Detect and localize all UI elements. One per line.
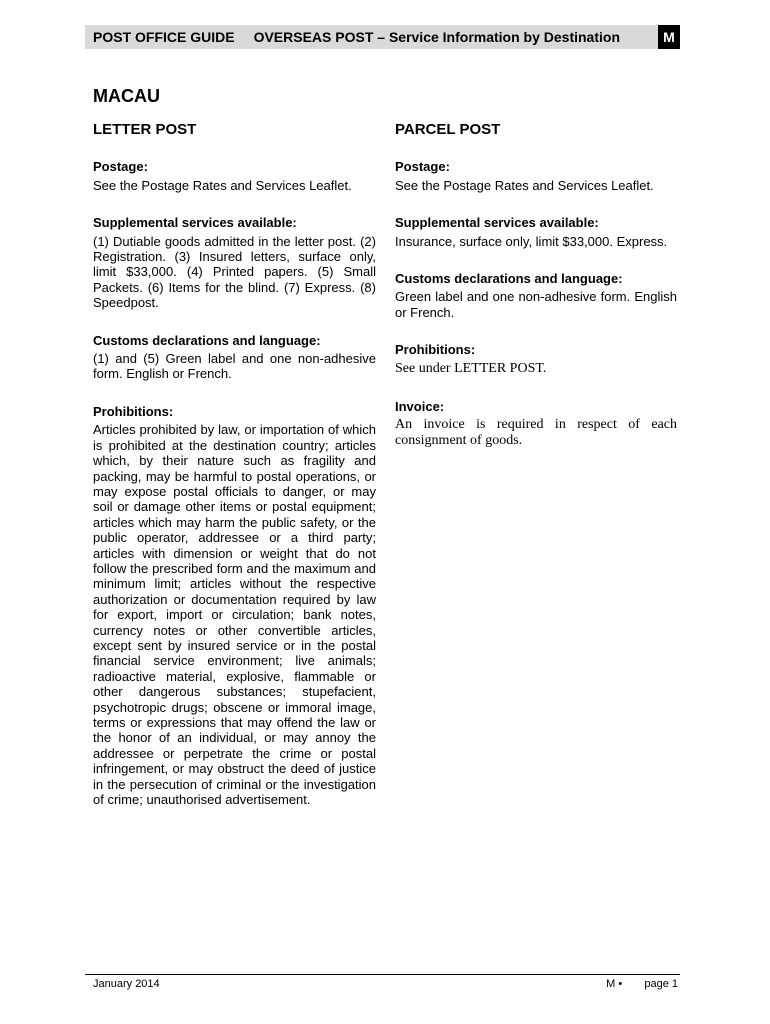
footer-page-info bbox=[606, 978, 678, 990]
parcel-supplemental-text: Insurance, surface only, limit $33,000. Express. bbox=[395, 233, 668, 249]
letter-customs-heading: Customs declarations and language: bbox=[93, 332, 321, 348]
letter-prohibitions-heading: Prohibitions: bbox=[93, 403, 174, 419]
parcel-post-title: PARCEL POST bbox=[395, 121, 501, 138]
letter-post-title: LETTER POST bbox=[93, 121, 197, 138]
parcel-prohibitions-text: See under LETTER POST. bbox=[395, 360, 547, 376]
letter-post-column bbox=[93, 122, 376, 807]
letter-postage-heading: Postage: bbox=[93, 159, 148, 175]
parcel-invoice-heading: Invoice: bbox=[395, 398, 445, 414]
footer-page-number: page 1 bbox=[644, 978, 678, 990]
page-header bbox=[85, 25, 680, 49]
guide-title: POST OFFICE GUIDE bbox=[93, 29, 235, 45]
parcel-invoice-text: An invoice is required in respect of each consignment of goods. bbox=[395, 417, 677, 449]
letter-supplemental-text: (1) Dutiable goods admitted in the letter post. (2) Registration. (3) Insured letters, surface only, limit $33,000. (4) Printed papers. (5) Small Packets. (6) Items for the blind. (7) Express. (8) Speedpost. bbox=[93, 233, 376, 311]
section-letter-tab: M bbox=[658, 25, 680, 49]
footer-rule bbox=[85, 974, 680, 975]
parcel-postage-text: See the Postage Rates and Services Leaflet. bbox=[395, 177, 654, 193]
letter-prohibitions-text: Articles prohibited by law, or importation of which is prohibited at the destination country; articles which, by their nature such as fragility and packing, may be harmful to postal operations, or may expose postal officials to danger, or may soil or damage other items or postal equipment; articles which may harm the public safety, or the public operator, addressee or a third party; articles with dimension or weight that do not follow the prescribed form and the maximum and minimum limit; articles without the respective authorization or documentation required by law for export, import or circulation; bank notes, currency notes or other convertible articles, except sent by insured service or in the postal financial service environment; live animals; radioactive material, explosive, flammable or other dangerous substances; stupefacient, psychotropic drugs; obscene or immoral image, terms or expressions that may offend the law or the honor of an individual, or may annoy the addressee or perpetrate the crime or postal infringement, or may obstruct the deed of justice in the persecution of criminal or the investigation of crime; unauthorised advertisement. bbox=[93, 422, 376, 808]
country-title: MACAU bbox=[93, 86, 160, 106]
footer-section-mark: M • bbox=[606, 978, 623, 990]
parcel-customs-heading: Customs declarations and language: bbox=[395, 271, 623, 287]
parcel-supplemental-heading: Supplemental services available: bbox=[395, 215, 599, 231]
footer-date: January 2014 bbox=[93, 978, 160, 990]
letter-supplemental-heading: Supplemental services available: bbox=[93, 215, 297, 231]
letter-customs-text: (1) and (5) Green label and one non-adhesive form. English or French. bbox=[93, 351, 376, 382]
parcel-prohibitions-heading: Prohibitions: bbox=[395, 342, 476, 358]
parcel-postage-heading: Postage: bbox=[395, 159, 450, 175]
letter-postage-text: See the Postage Rates and Services Leaflet. bbox=[93, 177, 352, 193]
section-title: OVERSEAS POST – Service Information by Destination bbox=[253, 29, 620, 45]
parcel-customs-text: Green label and one non-adhesive form. English or French. bbox=[395, 289, 677, 320]
parcel-post-column bbox=[395, 122, 677, 449]
